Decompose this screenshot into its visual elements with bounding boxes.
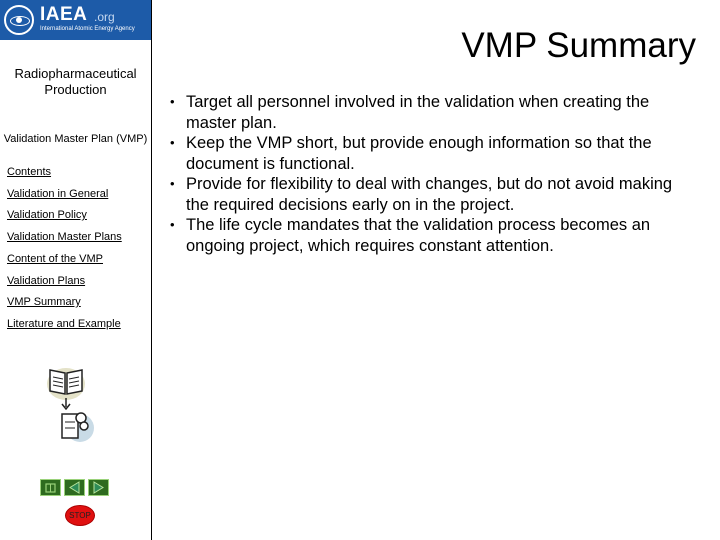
home-icon: [41, 480, 60, 495]
document-gear-icon: [56, 404, 96, 444]
bullet-list: [166, 92, 696, 256]
course-title: Radiopharmaceutical Production: [14, 66, 137, 97]
logo-subtitle: International Atomic Energy Agency: [40, 26, 135, 32]
nav-item-validation-policy[interactable]: [7, 209, 87, 221]
arrow-right-icon: [89, 480, 108, 495]
nav-item-validation-in-general[interactable]: [7, 188, 108, 200]
iaea-logo[interactable]: [0, 0, 151, 40]
bullet-item: • Target all personnel involved in the validation when creating the master plan.: [166, 92, 696, 133]
stop-button[interactable]: STOP: [65, 505, 95, 526]
book-icon: [44, 362, 88, 402]
nav-item-content-of-vmp[interactable]: [7, 253, 103, 265]
nav-link[interactable]: Validation Master Plans: [7, 231, 122, 243]
bullet-item: • The life cycle mandates that the validation process becomes an ongoing project, which requires constant attention.: [166, 215, 696, 256]
module-title: Validation Master Plan (VMP): [3, 133, 148, 145]
nav-link[interactable]: Literature and Example: [7, 318, 121, 330]
sidebar: [0, 0, 152, 540]
nav-link[interactable]: Contents: [7, 166, 52, 178]
logo-name: IAEA: [40, 4, 88, 25]
navigation-buttons: [40, 479, 112, 497]
nav-link[interactable]: Validation Plans: [7, 275, 86, 287]
nav-item-validation-plans[interactable]: [7, 275, 85, 287]
bullet-item: • Provide for flexibility to deal with changes, but do not avoid making the required decisions early on in the project.: [166, 174, 696, 215]
arrow-left-icon: [65, 480, 84, 495]
nav-link[interactable]: Content of the VMP: [7, 253, 103, 265]
atom-emblem-icon: [4, 5, 34, 35]
nav-link[interactable]: VMP Summary: [7, 296, 81, 308]
previous-button[interactable]: [64, 479, 85, 496]
logo-domain: .org: [94, 10, 115, 24]
home-button[interactable]: [40, 479, 61, 496]
next-button[interactable]: [88, 479, 109, 496]
nav-item-validation-master-plans[interactable]: [7, 231, 122, 243]
slide-title: VMP Summary: [461, 26, 696, 65]
nav-link[interactable]: Validation Policy: [7, 209, 87, 221]
bullet-item: • Keep the VMP short, but provide enough information so that the document is functional.: [166, 133, 696, 174]
nav-link[interactable]: Validation in General: [7, 188, 109, 200]
nav-item-vmp-summary[interactable]: [7, 296, 81, 308]
nav-item-literature-and-example[interactable]: [7, 318, 121, 330]
nav-item-contents[interactable]: [7, 166, 51, 178]
